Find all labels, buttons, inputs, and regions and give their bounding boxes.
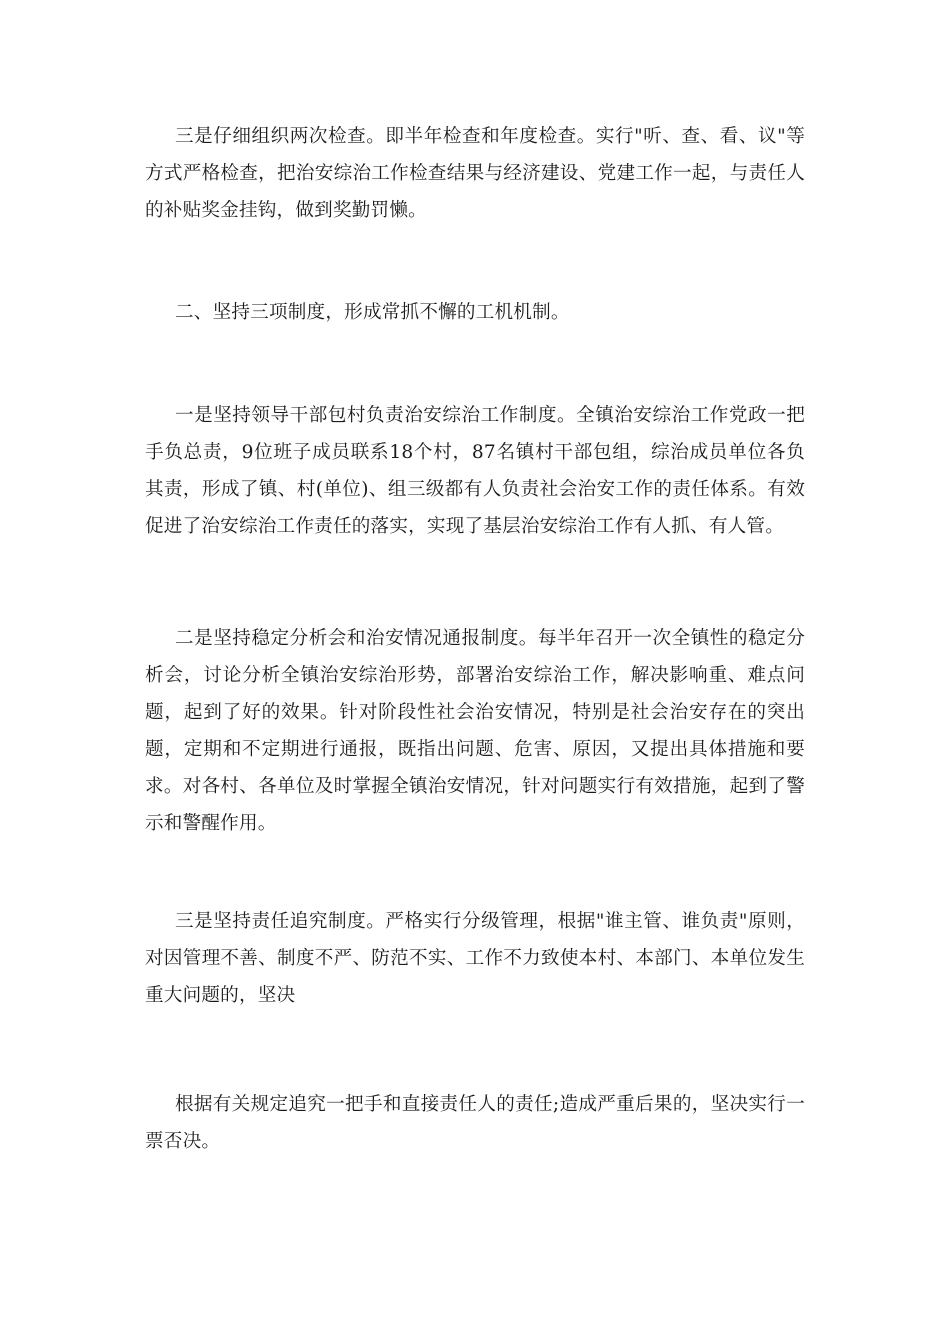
paragraph-accountability: 三是坚持责任追究制度。严格实行分级管理，根据"谁主管、谁负责"原则，对因管理不善、制度不严、防范不实、工作不力致使本村、本部门、本单位发生重大问题的，坚决 [145,911,805,1006]
paragraph-stability-analysis: 二是坚持稳定分析会和治安情况通报制度。每半年召开一次全镇性的稳定分析会，讨论分析全镇治安综治形势，部署治安综治工作，解决影响重、难点问题，起到了好的效果。针对阶段性社会治安情况，特别是社会治安存在的突出题，定期和不定期进行通报，既指出问题、危害、原因，又提出具体措施和要求。对各村、各单位及时掌握全镇治安情况，针对问题实行有效措施，起到了警示和警醒作用。 [145,628,805,834]
paragraph-accountability-continued: 根据有关规定追究一把手和直接责任人的责任;造成严重后果的，坚决实行一票否决。 [145,1094,805,1152]
paragraph-inspection: 三是仔细组织两次检查。即半年检查和年度检查。实行"听、查、看、议"等方式严格检查，把治安综治工作检查结果与经济建设、党建工作一起，与责任人的补贴奖金挂钩，做到奖勤罚懒。 [145,126,805,221]
paragraph-leadership-responsibility: 一是坚持领导干部包村负责治安综治工作制度。全镇治安综治工作党政一把手负总责，9位班子成员联系18个村，87名镇村干部包组，综治成员单位各负其责，形成了镇、村(单位)、组三级都有人负责社会治安工作的责任体系。有效促进了治安综治工作责任的落实，实现了基层治安综治工作有人抓、有人管。 [145,405,805,537]
section-heading-three-systems: 二、坚持三项制度，形成常抓不懈的工机机制。 [175,302,570,323]
